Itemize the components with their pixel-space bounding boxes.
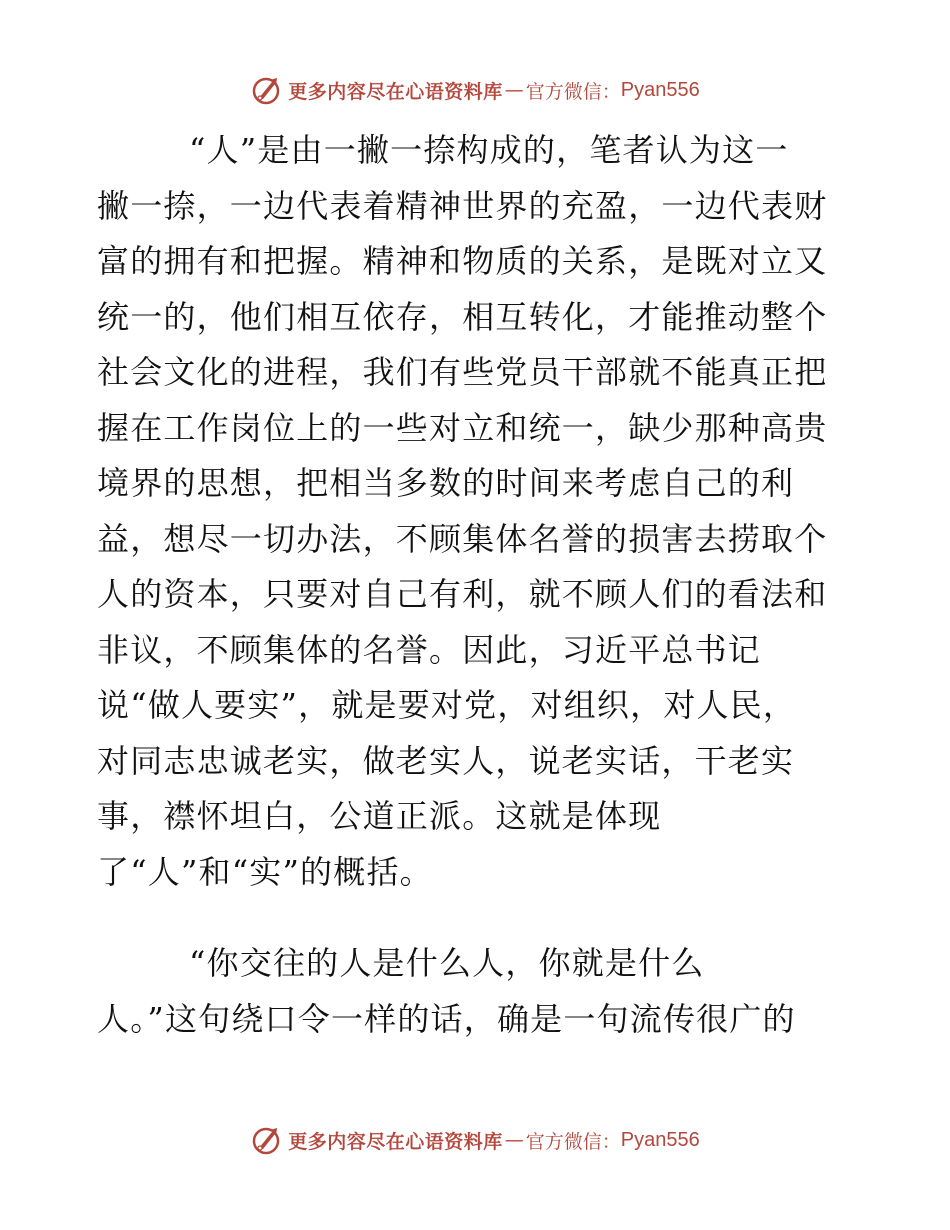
quill-pen-logo-icon [250, 74, 282, 106]
wechat-label: 官方微信： [525, 1130, 621, 1153]
footer-watermark-banner [0, 1120, 950, 1160]
text-line: 社会文化的进程，我们有些党员干部就不能真正把 [97, 353, 828, 391]
text-line: 非议，不顾集体的名誉。因此，习近平总书记 [97, 630, 762, 669]
text-line: 说“做人要实”，就是要对党，对组织，对人民， [97, 686, 797, 724]
brand-name: 更多内容尽在心语资料库 [288, 80, 503, 103]
brand-name: 更多内容尽在心语资料库 [288, 1130, 503, 1153]
header-watermark-banner [0, 70, 950, 110]
paragraph-gap [97, 900, 857, 936]
document-body [97, 123, 857, 1047]
text-line: 益，想尽一切办法，不顾集体名誉的损害去捞取个 [97, 519, 828, 558]
banner-separator: — [504, 79, 524, 101]
banner-separator: — [504, 1129, 524, 1151]
text-line: “你交往的人是什么人，你就是什么 [189, 944, 705, 982]
paragraph [97, 123, 857, 900]
wechat-id: Pyan556 [620, 78, 700, 101]
text-line: 了“人”和“实”的概括。 [97, 852, 433, 891]
text-line: 握在工作岗位上的一些对立和统一，缺少那种高贵 [97, 408, 828, 447]
text-line: 境界的思想，把相当多数的时间来考虑自己的利 [97, 464, 795, 502]
text-line: 事，襟怀坦白，公道正派。这就是体现 [97, 797, 662, 835]
wechat-label: 官方微信： [525, 80, 621, 103]
text-line: 对同志忠诚老实，做老实人，说老实话，干老实 [97, 741, 795, 780]
text-line: 人的资本，只要对自己有利，就不顾人们的看法和 [97, 575, 828, 613]
text-line: “人”是由一撇一捺构成的，笔者认为这一 [189, 131, 789, 169]
text-line: 统一的，他们相互依存，相互转化，才能推动整个 [97, 297, 828, 336]
paragraph [97, 936, 857, 1047]
text-line: 人。”这句绕口令一样的话，确是一句流传很广的 [97, 999, 796, 1038]
text-line: 富的拥有和把握。精神和物质的关系，是既对立又 [97, 242, 828, 280]
wechat-id: Pyan556 [620, 1128, 700, 1151]
text-line: 撇一捺，一边代表着精神世界的充盈，一边代表财 [97, 186, 828, 225]
quill-pen-logo-icon [250, 1124, 282, 1156]
